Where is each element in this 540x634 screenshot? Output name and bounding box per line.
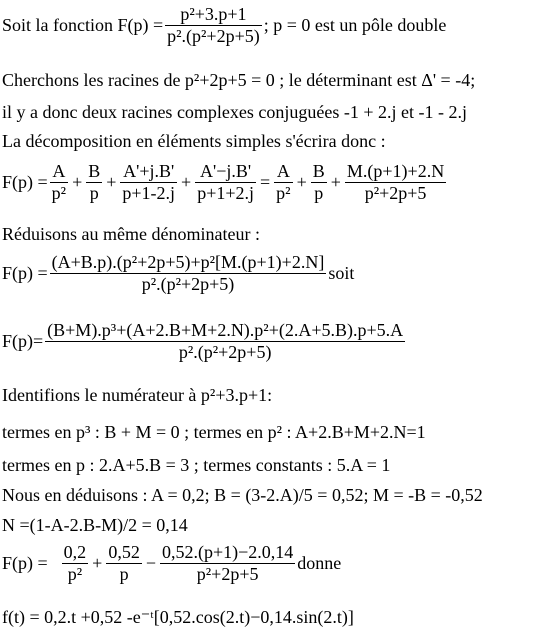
plus-sign: + [72, 172, 83, 193]
numerator: p²+3.p+1 [165, 4, 262, 26]
fraction [165, 4, 262, 46]
text: F(p) = [2, 553, 48, 574]
text: ; p = 0 est un pôle double [263, 15, 447, 36]
line-complex-roots: il y a donc deux racines complexes conjuguées -1 + 2.j et -1 - 2.j [2, 102, 468, 122]
line-decomposition: La décomposition en éléments simples s'écrira donc : [2, 131, 386, 151]
line-expanded-form [2, 320, 407, 362]
fraction [50, 161, 68, 203]
line-same-denominator: Réduisons au même dénominateur : [2, 224, 260, 244]
numerator: B [88, 161, 101, 181]
fraction [160, 542, 295, 584]
line-time-function: f(t) = 0,2.t +0,52 -e⁻ᵗ[0,52.cos(2.t)−0,14.sin(2.t)] [2, 607, 354, 627]
equals-sign: = [260, 172, 271, 193]
numerator: B [312, 161, 325, 181]
fraction [86, 161, 102, 203]
fraction [274, 161, 292, 203]
numerator: 0,2 [63, 542, 87, 562]
numerator: A'+j.B' [120, 161, 177, 183]
denominator: p².(p²+2p+5) [167, 25, 260, 46]
numerator: (A+B.p).(p²+2p+5)+p²[M.(p+1)+2.N] [51, 252, 325, 272]
denominator: p [314, 182, 324, 203]
denominator: p+1+2.j [197, 182, 255, 203]
text: F(p) = [2, 263, 48, 284]
line-partial-fractions [2, 161, 448, 203]
fraction [62, 542, 89, 584]
denominator: p² [51, 182, 67, 203]
fraction [120, 161, 177, 203]
numerator: A'−j.B' [195, 161, 256, 183]
line-reduced-form [2, 252, 354, 294]
text: F(p) = [2, 172, 48, 193]
denominator: p²+2p+5 [196, 563, 259, 584]
text: Soit la fonction F(p) = [2, 15, 164, 36]
text: donne [297, 553, 342, 574]
line-terms-2: termes en p : 2.A+5.B = 3 ; termes constants : 5.A = 1 [2, 455, 391, 475]
denominator: p [119, 563, 129, 584]
line-deductions: Nous en déduisons : A = 0,2; B = (3-2.A)/5 = 0,52; M = -B = -0,52 [2, 485, 483, 505]
line-function-definition [2, 4, 446, 46]
fraction [311, 161, 327, 203]
minus-sign: − [145, 553, 156, 574]
numerator: 0,52 [108, 542, 140, 562]
fraction [345, 161, 446, 203]
numerator: M.(p+1)+2.N [346, 161, 445, 181]
denominator: p² [276, 182, 291, 203]
numerator: 0,52.(p+1)−2.0,14 [161, 542, 294, 562]
plus-sign: + [92, 553, 103, 574]
line-identify: Identifions le numérateur à p²+3.p+1: [2, 385, 273, 405]
numerator: (B+M).p³+(A+2.B+M+2.N).p²+(2.A+5.B).p+5.A [47, 320, 404, 340]
line-terms-1: termes en p³ : B + M = 0 ; termes en p² : A+2.B+M+2.N=1 [2, 422, 426, 442]
fraction [45, 320, 405, 362]
fraction [106, 542, 142, 584]
text: F(p)= [2, 331, 44, 352]
numerator: A [274, 161, 292, 183]
denominator: p².(p²+2p+5) [178, 341, 272, 362]
denominator: p² [67, 563, 83, 584]
denominator: p².(p²+2p+5) [141, 273, 235, 294]
line-final-decomposition [2, 542, 341, 584]
line-roots: Cherchons les racines de p²+2p+5 = 0 ; le déterminant est Δ' = -4; [2, 70, 476, 90]
line-n-value: N =(1-A-2.B-M)/2 = 0,14 [2, 515, 188, 535]
numerator: A [50, 161, 68, 183]
plus-sign: + [296, 172, 307, 193]
fraction [195, 161, 256, 203]
plus-sign: + [106, 172, 117, 193]
plus-sign: + [330, 172, 341, 193]
denominator: p+1-2.j [122, 182, 176, 203]
denominator: p [89, 182, 99, 203]
denominator: p²+2p+5 [364, 182, 427, 203]
text: soit [328, 263, 355, 284]
plus-sign: + [181, 172, 192, 193]
fraction [50, 252, 327, 294]
